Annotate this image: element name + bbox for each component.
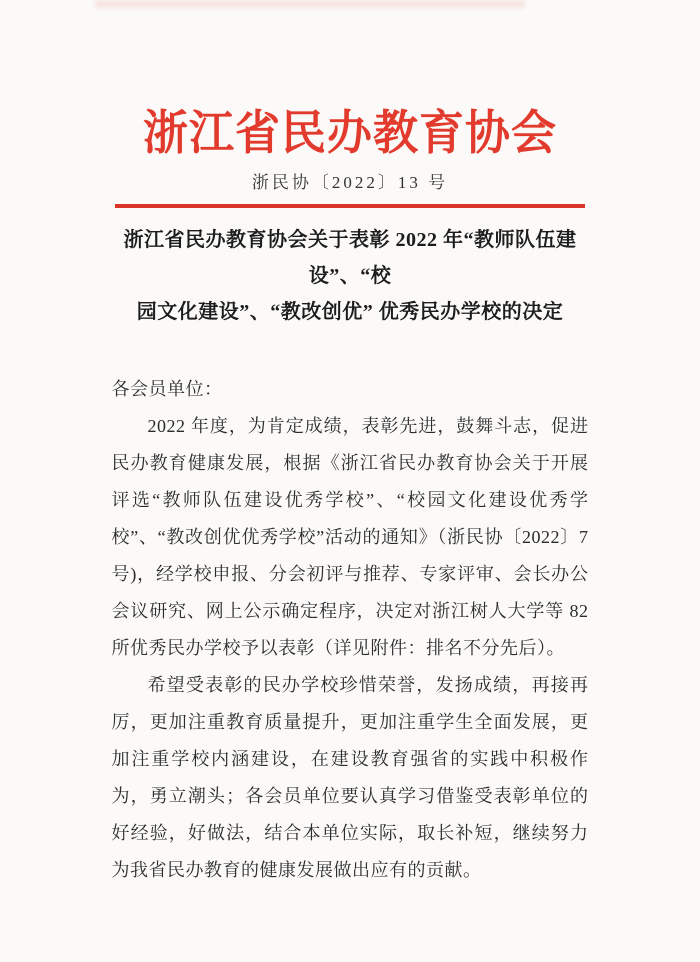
document-title: [104, 222, 596, 330]
organization-title: 浙江省民办教育协会: [142, 107, 557, 160]
body-paragraph-2: 希望受表彰的民办学校珍惜荣誉，发扬成绩，再接再厉，更加注重教育质量提升，更加注重学生全面发展，更加注重学校内涵建设，在建设教育强省的实践中积极作为，勇立潮头；各会员单位要认真学习借鉴受表彰单位的好经验，好做法，结合本单位实际，取长补短，继续努力为我省民办教育的健康发展做出应有的贡献。: [111, 675, 589, 880]
red-divider-line: [115, 204, 585, 208]
document-number: 浙民协〔2022〕13 号: [251, 173, 449, 192]
document-title-line-2: 园文化建设”、“教改创优” 优秀民办学校的决定: [136, 301, 564, 323]
document-body: [112, 371, 589, 889]
salutation: 各会员单位：: [111, 379, 223, 399]
document-title-line-1: 浙江省民办教育协会关于表彰 2022 年“教师队伍建设”、“校: [123, 229, 577, 287]
body-paragraph-1: 2022 年度，为肯定成绩，表彰先进，鼓舞斗志，促进民办教育健康发展，根据《浙江省民办教育协会关于开展评选“教师队伍建设优秀学校”、“校园文化建设优秀学校”、“教改创优优秀学校”活动的通知》（浙民协〔2022〕7 号)，经学校申报、分会初评与推荐、专家评审、会长办公会议研究、网上公示确定程序，决定对浙江树人大学等 82 所优秀民办学校予以表彰（详见附件：排名不分先后）。: [111, 416, 589, 658]
